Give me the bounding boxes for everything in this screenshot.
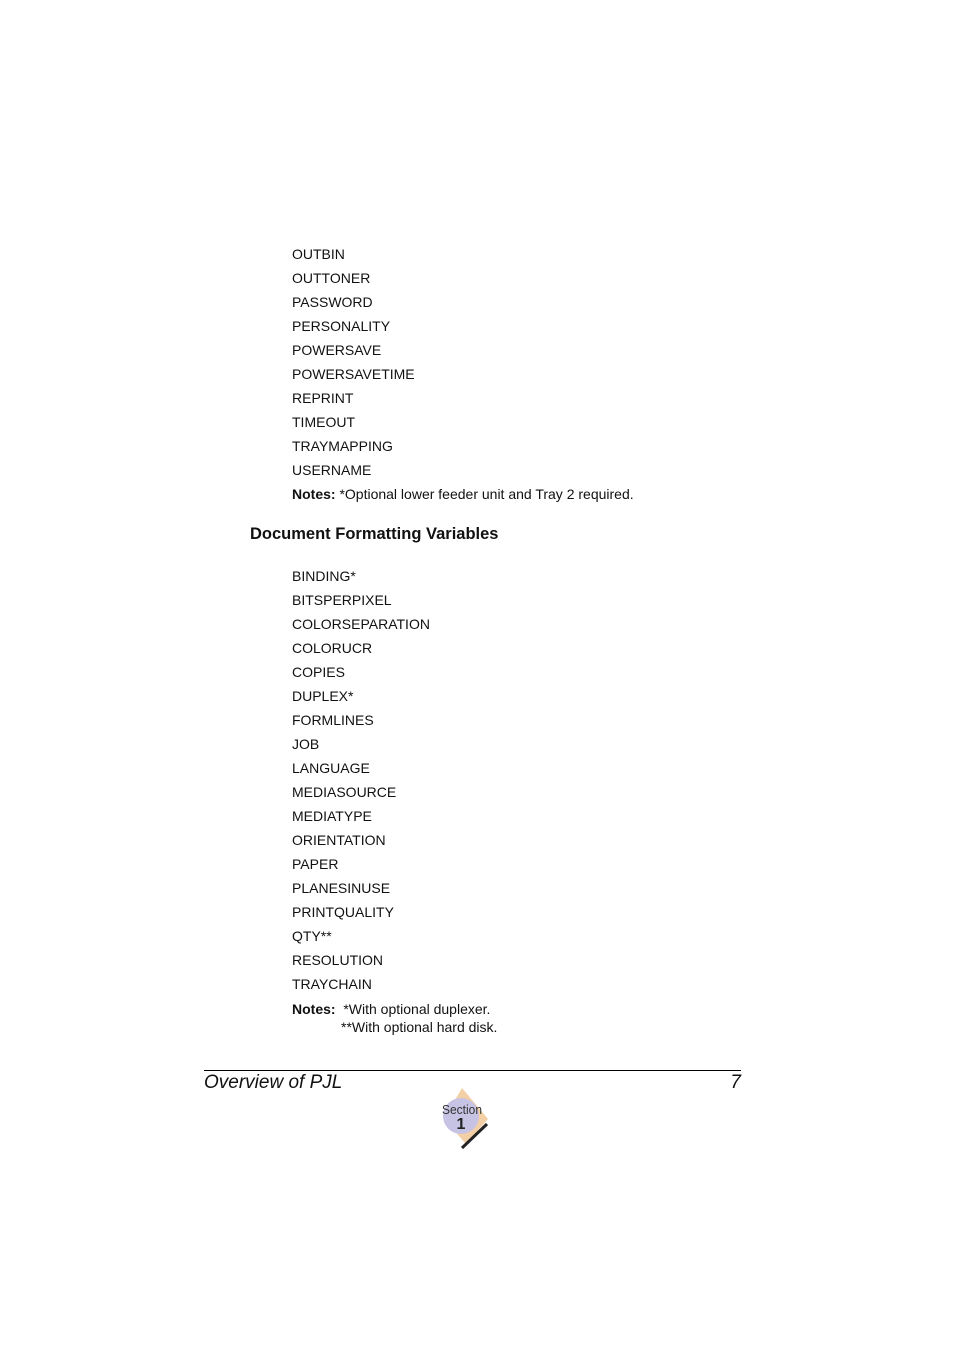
section-badge-graphic [436,1086,492,1152]
variable-item: BITSPERPIXEL [292,592,392,608]
page-number: 7 [730,1072,741,1093]
section-badge-icon [436,1086,492,1152]
variable-item: RESOLUTION [292,952,384,968]
variable-item: TRAYCHAIN [292,976,372,992]
variable-item: TRAYMAPPING [292,438,393,454]
variable-item: COLORUCR [292,640,373,656]
variable-item: BINDING* [292,568,356,584]
variable-item: PASSWORD [292,294,373,310]
variable-item: USERNAME [292,462,372,478]
badge-number: 1 [456,1116,466,1133]
notes-label: Notes: [292,486,336,502]
notes-1 [292,485,634,503]
notes-text: *Optional lower feeder unit and Tray 2 required. [335,486,634,502]
variable-item: COLORSEPARATION [292,616,430,632]
variable-item: REPRINT [292,390,354,406]
variable-item: OUTBIN [292,246,345,262]
notes-label: Notes: [292,1001,336,1017]
footer-title: Overview of PJL [204,1072,343,1093]
variable-item: QTY** [292,928,332,944]
variable-item: FORMLINES [292,712,374,728]
variable-item: PRINTQUALITY [292,904,394,920]
variable-item: POWERSAVETIME [292,366,415,382]
notes-2 [292,1000,497,1036]
variable-item: PAPER [292,856,339,872]
footer-rule [204,1070,741,1071]
variable-item: DUPLEX* [292,688,354,704]
variable-item: COPIES [292,664,345,680]
document-formatting-variable-list [292,564,430,996]
notes-line-2: **With optional hard disk. [341,1019,498,1035]
variable-item: ORIENTATION [292,832,386,848]
variable-item: LANGUAGE [292,760,370,776]
variable-item: MEDIATYPE [292,808,372,824]
variable-item: POWERSAVE [292,342,382,358]
variable-item: TIMEOUT [292,414,355,430]
section-heading: Document Formatting Variables [250,525,499,543]
printer-variable-list [292,242,415,482]
variable-item: PLANESINUSE [292,880,391,896]
variable-item: PERSONALITY [292,318,391,334]
notes-line-1: *With optional duplexer. [335,1001,491,1017]
variable-item: MEDIASOURCE [292,784,397,800]
variable-item: OUTTONER [292,270,371,286]
badge-label: Section [442,1102,482,1117]
variable-item: JOB [292,736,320,752]
